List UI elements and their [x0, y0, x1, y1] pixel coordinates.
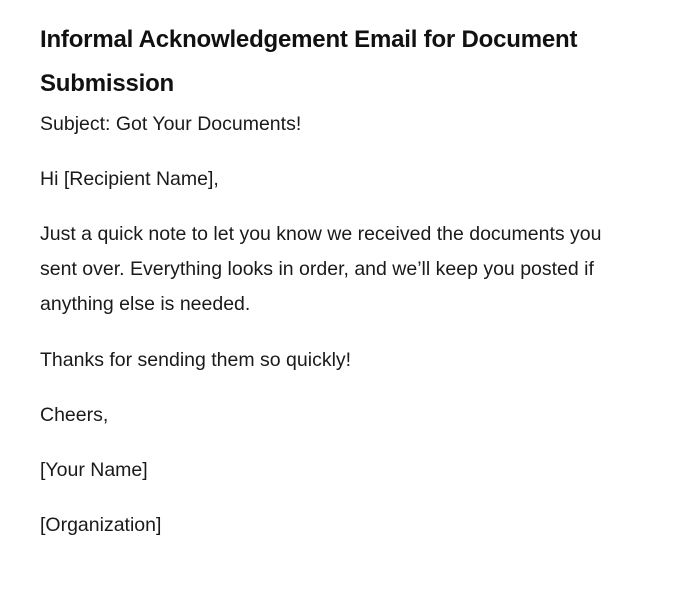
email-thanks-line: Thanks for sending them so quickly!	[40, 349, 352, 371]
sender-name-placeholder: [Your Name]	[40, 459, 148, 481]
email-body-paragraph: Just a quick note to let you know we received the documents you sent over. Everything looks in order, and we’ll keep you posted if anything else is needed.	[40, 223, 602, 315]
email-subject-line: Subject: Got Your Documents!	[40, 113, 302, 135]
document-title: Informal Acknowledgement Email for Document Submission	[40, 26, 578, 97]
organization-placeholder: [Organization]	[40, 514, 162, 536]
email-greeting: Hi [Recipient Name],	[40, 168, 219, 190]
email-closing: Cheers,	[40, 404, 109, 426]
document-body	[40, 18, 640, 543]
